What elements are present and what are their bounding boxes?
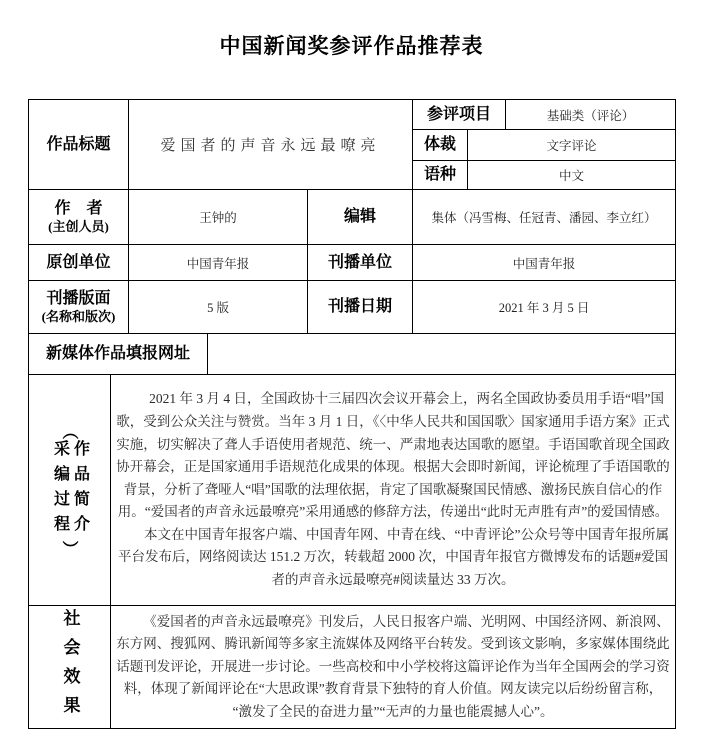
editor-label: 编辑: [308, 190, 413, 245]
social-effect-label-cell: [29, 606, 111, 729]
publish-page-label-sub: (名称和版次): [41, 308, 116, 324]
author-label: [29, 190, 129, 245]
social-effect-paragraph: 《爱国者的声音永远最嘹亮》刊发后，人民日报客户端、光明网、中国经济网、新浪网、东方网、搜狐网、腾讯新闻等多家主流媒体及网络平台转发。受到该文影响，多家媒体围绕此话题刊发评论，开展进一步讨论。一些高校和中小学校将这篇评论作为当年全国两会的学习资料，体现了新闻评论在“大思政课”教育背景下独特的育人价值。网友读完以后纷纷留言称，“激发了全民的奋进力量”“无声的力量也能震撼人心”。: [116, 613, 670, 719]
language-value: 中文: [468, 161, 676, 190]
author-label-sub: (主创人员): [48, 218, 109, 234]
intro-text-cell: [111, 375, 676, 606]
entry-item-label: 参评项目: [413, 100, 506, 130]
author-label-main: 作 者: [54, 199, 103, 217]
language-label: 语种: [413, 161, 468, 190]
page-title: 中国新闻奖参评作品推荐表: [219, 34, 484, 58]
author-value: 王钟的: [129, 190, 308, 245]
recommendation-form-page: [0, 30, 703, 750]
new-media-url-value: [208, 334, 676, 375]
work-title-value: 爱国者的声音永远最嘹亮: [129, 100, 413, 190]
editor-value: 集体（冯雪梅、任冠青、潘园、李立红）: [413, 190, 676, 245]
intro-label-columns: [50, 440, 90, 540]
publish-page-value: 5 版: [129, 281, 308, 334]
genre-label: 体裁: [413, 130, 468, 161]
entry-item-value: 基础类（评论）: [506, 100, 676, 130]
intro-paragraph-1: 2021 年 3 月 4 日，全国政协十三届四次会议开幕会上，两名全国政协委员用手语“唱”国歌，受到公众关注与赞赏。当年 3 月 1 日，《〈中华人民共和国国歌〉国家通用手语方案》正式实施，切实解决了聋人手语使用者规范、统一、严肃地表达国歌的愿望。手语国歌首现全国政协开幕会，正是国家通用手语规范化成果的体现。根据大会即时新闻，评论梳理了手语国歌的背景，分析了聋哑人“唱”国歌的法理依据，肯定了国歌凝聚国民情感、激扬民族自信心的作用。“爱国者的声音永远最嘹亮”采用通感的修辞方法，传递出“此时无声胜有声”的爱国情感。: [116, 391, 670, 520]
social-effect-text-cell: [111, 606, 676, 729]
intro-label-left-column: 采编过程: [51, 440, 69, 540]
publish-unit-value: 中国青年报: [413, 245, 676, 281]
social-effect-vertical-label: [33, 609, 106, 725]
original-unit-label: 原创单位: [29, 245, 129, 281]
intro-paragraph-2: 本文在中国青年报客户端、中国青年网、中青在线、“中青评论”公众号等中国青年报所属平台发布后，网络阅读达 151.2 万次，转载超 2000 次，中国青年报官方微博发布的话题#爱国者的声音永远最嘹亮#阅读量达 33 万次。: [117, 526, 670, 588]
intro-vertical-label: [33, 425, 106, 555]
social-effect-label: 社会效果: [60, 609, 80, 725]
genre-value: 文字评论: [468, 130, 676, 161]
intro-close-paren: ）: [60, 540, 78, 557]
work-title-label: 作品标题: [29, 100, 129, 190]
original-unit-value: 中国青年报: [129, 245, 308, 281]
intro-label-cell: [29, 375, 111, 606]
publish-page-label-main: 刊播版面: [46, 289, 111, 307]
publish-page-label: [29, 281, 129, 334]
intro-open-paren: （: [60, 423, 78, 440]
publish-date-value: 2021 年 3 月 5 日: [413, 281, 676, 334]
publish-unit-label: 刊播单位: [308, 245, 413, 281]
publish-date-label: 刊播日期: [308, 281, 413, 334]
new-media-url-label: 新媒体作品填报网址: [29, 334, 208, 375]
intro-label-right-column: 作品简介: [71, 440, 89, 540]
recommendation-table: [28, 99, 676, 729]
